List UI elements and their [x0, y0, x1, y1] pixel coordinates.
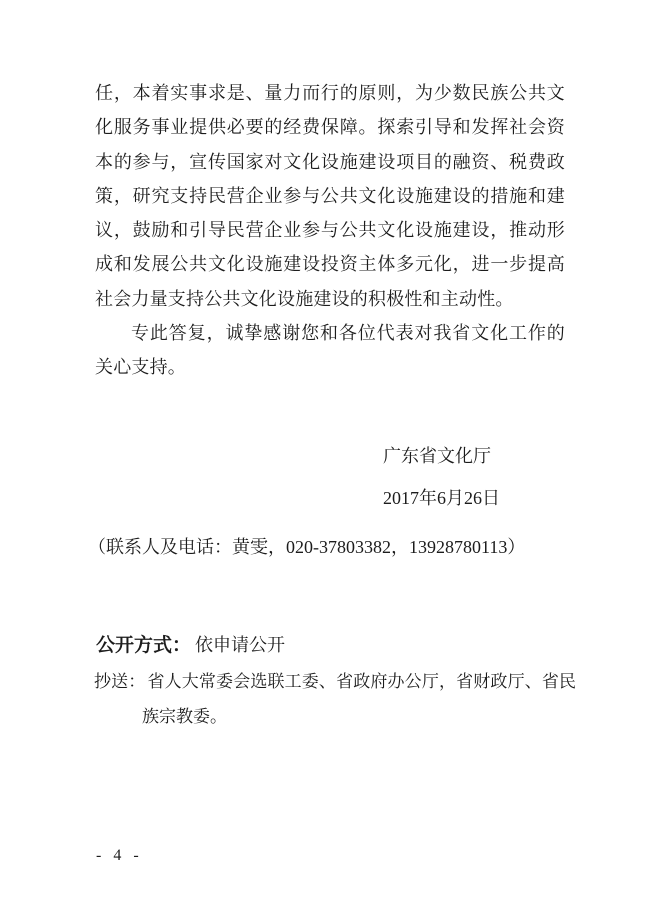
disclosure-line — [96, 632, 285, 659]
page-number: - 4 - — [96, 847, 143, 864]
body-paragraph-continuation: 任，本着实事求是、量力而行的原则，为少数民族公共文化服务事业提供必要的经费保障。探索引导和发挥社会资本的参与，宣传国家对文化设施建设项目的融资、税费政策，研究支持民营企业参与公共文化设施建设的措施和建议，鼓励和引导民营企业参与公共文化设施建设，推动形成和发展公共文化设施建设投资主体多元化，进一步提高社会力量支持公共文化设施建设的积极性和主动性。 — [95, 83, 565, 309]
contact-line: （联系人及电话：黄雯，020-37803382，13928780113） — [88, 537, 526, 557]
cc-value: 省人大常委会选联工委、省政府办公厅，省财政厅、省民族宗教委。 — [142, 672, 577, 726]
body-text-block — [95, 76, 565, 385]
disclosure-value: 依申请公开 — [195, 635, 286, 655]
cc-line — [94, 664, 576, 734]
signature-date: 2017年6月26日 — [383, 488, 500, 508]
body-paragraph-closing: 专此答复，诚挚感谢您和各位代表对我省文化工作的关心支持。 — [95, 323, 565, 378]
signature-organization: 广东省文化厅 — [383, 446, 491, 466]
signature-block — [383, 439, 500, 523]
cc-label: 抄送： — [94, 672, 146, 691]
disclosure-label: 公开方式： — [96, 635, 192, 656]
